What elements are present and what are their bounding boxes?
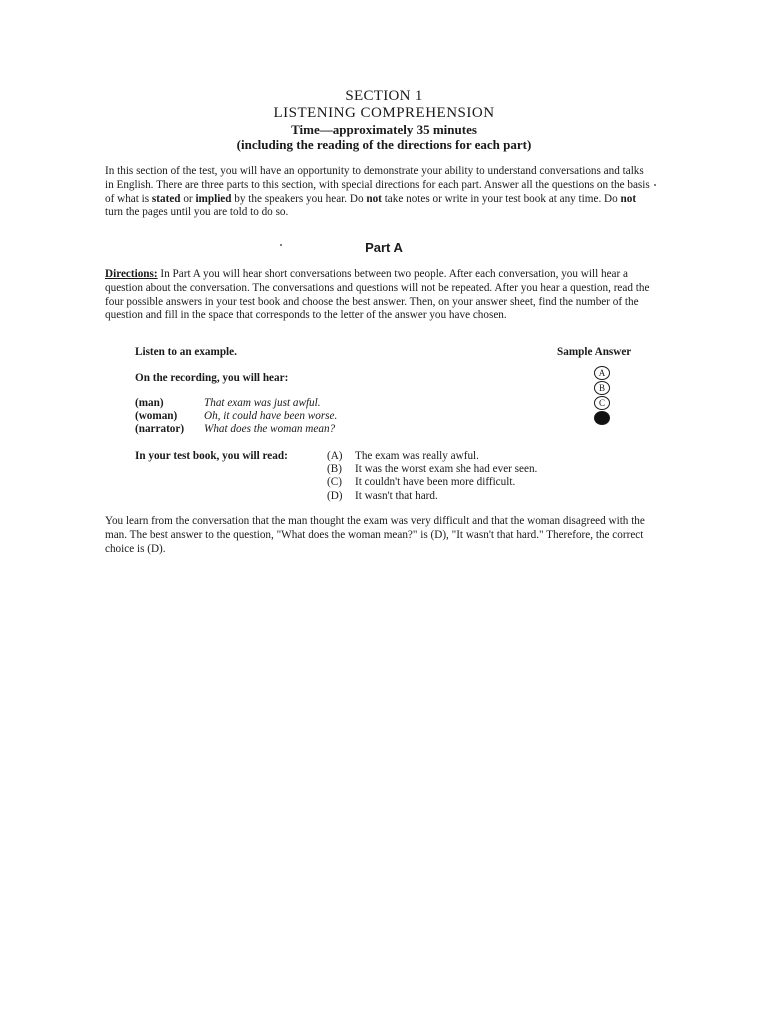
answer-option — [327, 450, 537, 463]
intro-text: In this section of the test, you will have an opportunity to demonstrate your ability to understand conversations and talks in English. There are three parts to this section, with special directions for each part. Answer all the questions on the basis of what is — [105, 165, 650, 205]
option-letter: (C) — [327, 476, 342, 489]
dialogue-row — [135, 397, 337, 410]
explanation-paragraph: You learn from the conversation that the man thought the exam was very difficult and that the woman disagreed with the man. The best answer to the question, "What does the woman mean?" is (D), "It wasn't that hard." Therefore, the correct choice is (D). — [105, 515, 645, 555]
speaker-line: That exam was just awful. — [204, 397, 321, 409]
sample-answer-bubbles — [594, 366, 612, 426]
intro-bold-not: not — [366, 192, 382, 205]
intro-text: by the speakers you hear. Do — [231, 192, 367, 205]
dialogue-row — [135, 423, 337, 436]
option-text: The exam was really awful. — [355, 450, 479, 462]
option-text: It wasn't that hard. — [355, 489, 438, 502]
on-recording-label: On the recording, you will hear: — [135, 372, 289, 384]
scan-speck — [280, 244, 282, 246]
section-title: LISTENING COMPREHENSION — [273, 105, 495, 121]
intro-bold-stated: stated — [151, 192, 181, 205]
answer-bubble-c: C — [594, 396, 610, 410]
speaker-line: Oh, it could have been worse. — [204, 410, 338, 423]
sample-answer-label: Sample Answer — [557, 346, 632, 358]
intro-bold-not: not — [620, 192, 637, 205]
speaker-line: What does the woman mean? — [204, 423, 336, 436]
part-a-title: Part A — [365, 240, 403, 255]
answer-bubble-b: B — [594, 381, 610, 395]
section-number: SECTION 1 — [345, 88, 423, 104]
option-letter: (D) — [327, 489, 343, 502]
answer-bubble-a: A — [594, 366, 610, 380]
speaker-label: (woman) — [135, 410, 178, 423]
intro-text: or — [180, 192, 196, 205]
answer-bubble-d-filled: D — [594, 411, 610, 425]
option-text: It couldn't have been more difficult. — [355, 476, 516, 489]
section-header — [0, 88, 768, 152]
time-note: (including the reading of the directions for each part) — [236, 137, 532, 152]
intro-text: take notes or write in your test book at any time. Do — [381, 192, 621, 205]
option-letter: (A) — [327, 450, 343, 462]
dialogue-row — [135, 410, 337, 423]
listen-example-label: Listen to an example. — [135, 346, 237, 358]
speaker-label: (narrator) — [135, 423, 185, 436]
answer-option — [327, 490, 537, 503]
intro-text: turn the pages until you are told to do so. — [105, 206, 289, 219]
scan-speck — [654, 184, 656, 186]
example-dialogue — [135, 397, 337, 437]
intro-bold-implied: implied — [195, 192, 232, 205]
answer-option — [327, 476, 537, 489]
answer-options — [327, 450, 537, 503]
test-book-label: In your test book, you will read: — [135, 450, 288, 462]
test-book-options — [135, 450, 537, 503]
option-letter: (B) — [327, 463, 342, 476]
speaker-label: (man) — [135, 397, 164, 409]
intro-paragraph — [105, 165, 655, 220]
answer-option — [327, 463, 537, 476]
time-limit: Time—approximately 35 minutes — [291, 122, 477, 137]
option-text: It was the worst exam she had ever seen. — [355, 463, 538, 476]
directions-label: Directions: — [105, 268, 158, 280]
part-a-directions — [105, 268, 650, 323]
directions-text: In Part A you will hear short conversations between two people. After each conversation, you will hear a question about the conversation. The conversations and questions will not be repeated. After you hear a question, read the four possible answers in your test book and choose the best answer. Then, on your answer sheet, find the number of the question and fill in the space that corresponds to the letter of the answer you have chosen. — [105, 268, 650, 322]
